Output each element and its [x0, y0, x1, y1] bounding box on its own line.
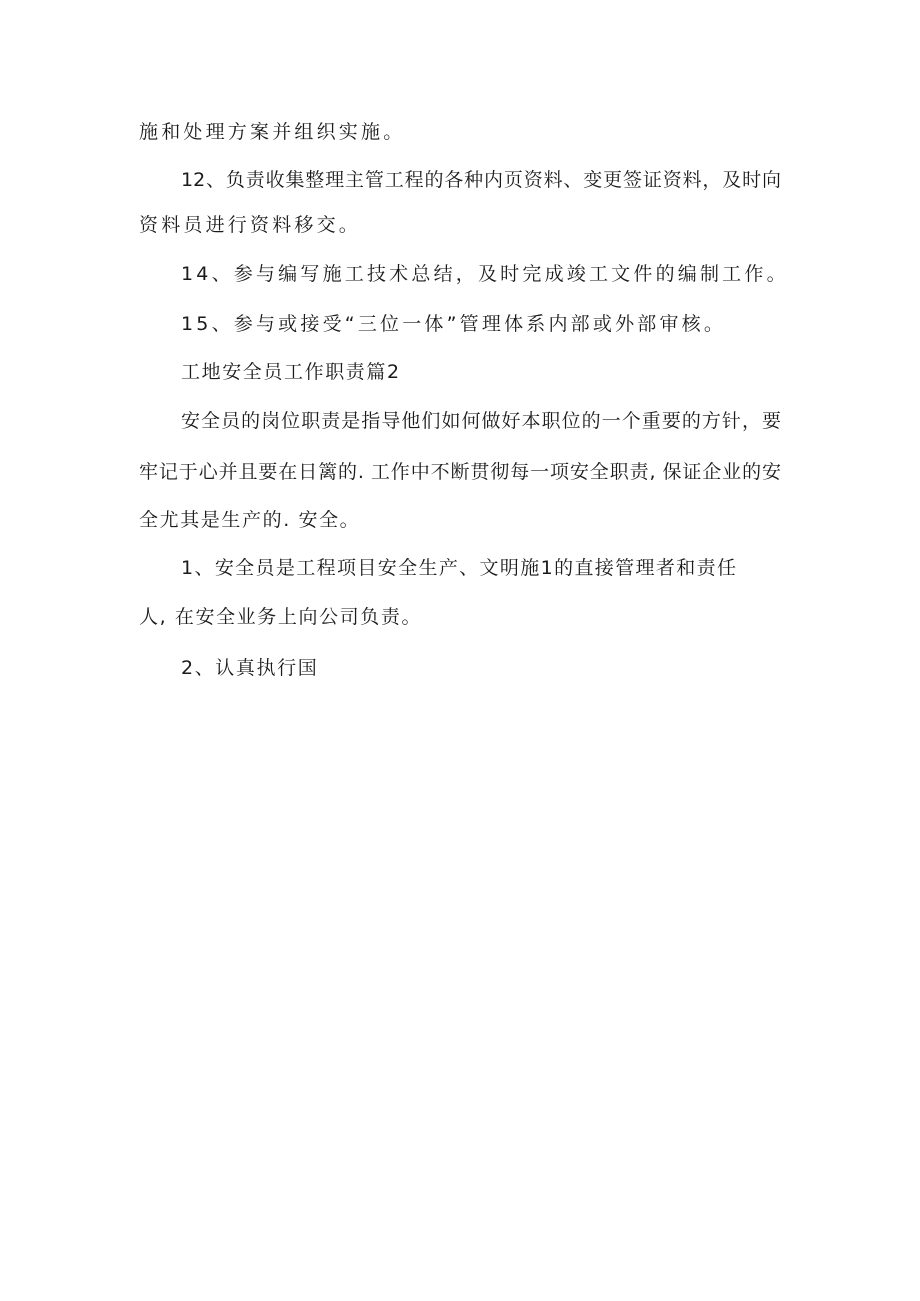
paragraph-line: 15、参与或接受“三位一体”管理体系内部或外部审核。 — [181, 313, 727, 335]
paragraph-line: 12、负责收集整理主管工程的各种内页资料、变更签证资料，及时向 — [181, 169, 781, 191]
paragraph-line: 1、安全员是工程项目安全生产、文明施1的直接管理者和责任 — [181, 557, 736, 579]
paragraph-line: 2、认真执行国 — [181, 657, 319, 679]
paragraph-line: 人, 在安全业务上向公司负责。 — [139, 606, 423, 628]
paragraph-line: 安全员的岗位职责是指导他们如何做好本职位的一个重要的方针，要 — [181, 410, 781, 432]
paragraph-line: 牢记于心并且要在日篱的. 工作中不断贯彻每一项安全职责, 保证企业的安 — [139, 461, 781, 483]
section-heading: 工地安全员工作职责篇2 — [181, 361, 401, 383]
paragraph-line: 全尤其是生产的. 安全。 — [139, 509, 361, 531]
paragraph-line: 施和处理方案并组织实施。 — [139, 121, 406, 143]
paragraph-line: 14、参与编写施工技术总结，及时完成竣工文件的编制工作。 — [181, 263, 789, 285]
paragraph-line: 资料员进行资料移交。 — [139, 214, 362, 236]
